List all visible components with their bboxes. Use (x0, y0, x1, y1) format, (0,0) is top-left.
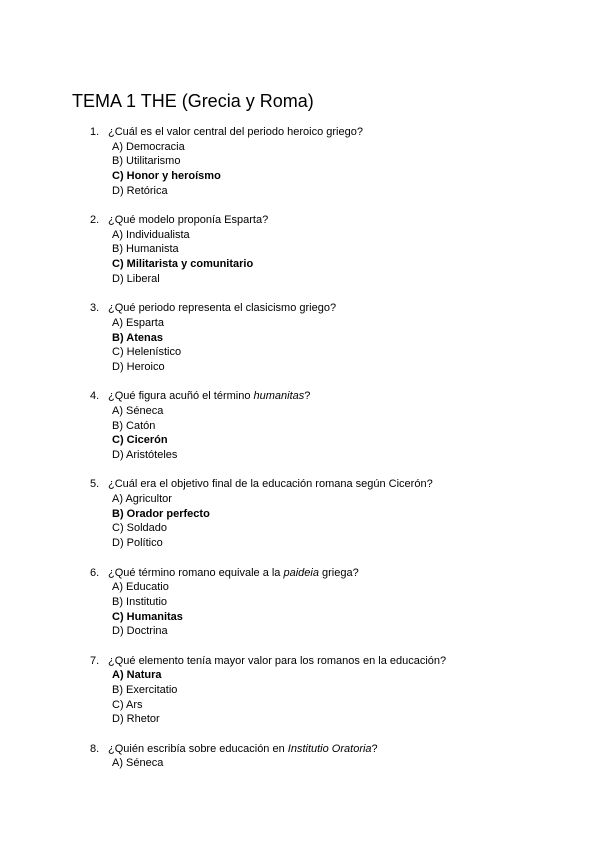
question-text (108, 125, 363, 140)
answer-option-correct: B) Atenas (112, 331, 163, 344)
question-text-italic: Institutio Oratoria (287, 742, 372, 755)
question-text-part: ¿Qué figura acuñó el término (108, 390, 254, 403)
question-text (108, 654, 446, 669)
answer-option: C) Soldado (112, 522, 168, 535)
answer-options (112, 228, 253, 287)
answer-option: B) Humanista (112, 243, 179, 256)
answer-options (112, 492, 210, 551)
answer-option-correct: C) Militarista y comunitario (112, 258, 254, 271)
question-text-part: ¿Qué modelo proponía Esparta? (108, 214, 269, 227)
question-text-italic: paideia (283, 566, 319, 579)
answer-options (112, 756, 163, 771)
question-text (108, 213, 268, 228)
answer-option: D) Retórica (112, 184, 168, 197)
answer-options (112, 140, 221, 199)
document-title: TEMA 1 THE (Grecia y Roma) (72, 91, 314, 111)
answer-option: D) Rhetor (112, 713, 160, 726)
answer-option: B) Catón (112, 419, 156, 432)
question-text (108, 389, 310, 404)
question-number: 5. (90, 478, 100, 491)
question-text-part: ¿Quién escribía sobre educación en (108, 742, 288, 755)
answer-option: D) Aristóteles (112, 449, 178, 462)
answer-option-correct: B) Orador perfecto (112, 507, 210, 520)
answer-option: A) Educatio (112, 581, 169, 594)
answer-option: A) Esparta (112, 316, 164, 329)
question-text (108, 742, 378, 757)
answer-option: B) Exercitatio (112, 683, 178, 696)
answer-option: D) Heroico (112, 360, 165, 373)
answer-option: B) Institutio (112, 595, 168, 608)
question-text-part: ¿Qué periodo representa el clasicismo griego? (108, 302, 337, 315)
answer-option-correct: C) Cicerón (112, 434, 168, 447)
question-text (108, 566, 359, 581)
question-number: 6. (90, 566, 100, 579)
question-number: 4. (90, 390, 100, 403)
answer-option: A) Democracia (112, 140, 185, 153)
question-text-part: ? (304, 390, 311, 403)
question-number: 3. (90, 302, 100, 315)
answer-options (112, 404, 177, 463)
question-number: 2. (90, 214, 100, 227)
answer-option: A) Agricultor (112, 493, 172, 506)
question-text (108, 301, 336, 316)
question-text (108, 477, 433, 492)
answer-option: A) Séneca (112, 404, 164, 417)
answer-option-correct: C) Honor y heroísmo (112, 170, 221, 183)
answer-option: A) Individualista (112, 228, 190, 241)
question-text-part: ¿Cuál es el valor central del periodo heroico griego? (108, 126, 363, 138)
answer-options (112, 580, 183, 639)
answer-option-correct: C) Humanitas (112, 610, 183, 623)
answer-option: C) Helenístico (112, 346, 182, 359)
answer-option: B) Utilitarismo (112, 155, 181, 168)
answer-option: D) Liberal (112, 272, 160, 285)
answer-option: C) Ars (112, 698, 143, 711)
answer-option: A) Séneca (112, 757, 164, 770)
answer-option-correct: A) Natura (112, 669, 162, 682)
question-text-italic: humanitas (253, 390, 305, 403)
question-number: 8. (90, 742, 100, 755)
question-text-part: ? (371, 742, 378, 755)
question-number: 1. (90, 126, 100, 138)
question-text-part: ¿Cuál era el objetivo final de la educación romana según Cicerón? (108, 478, 433, 491)
question-text-part: griega? (318, 566, 359, 579)
answer-options (112, 668, 177, 727)
question-text-part: ¿Qué elemento tenía mayor valor para los romanos en la educación? (108, 654, 447, 667)
answer-option: D) Político (112, 537, 163, 550)
answer-option: D) Doctrina (112, 625, 168, 638)
question-text-part: ¿Qué término romano equivale a la (108, 566, 284, 579)
answer-options (112, 316, 181, 375)
question-number: 7. (90, 654, 100, 667)
